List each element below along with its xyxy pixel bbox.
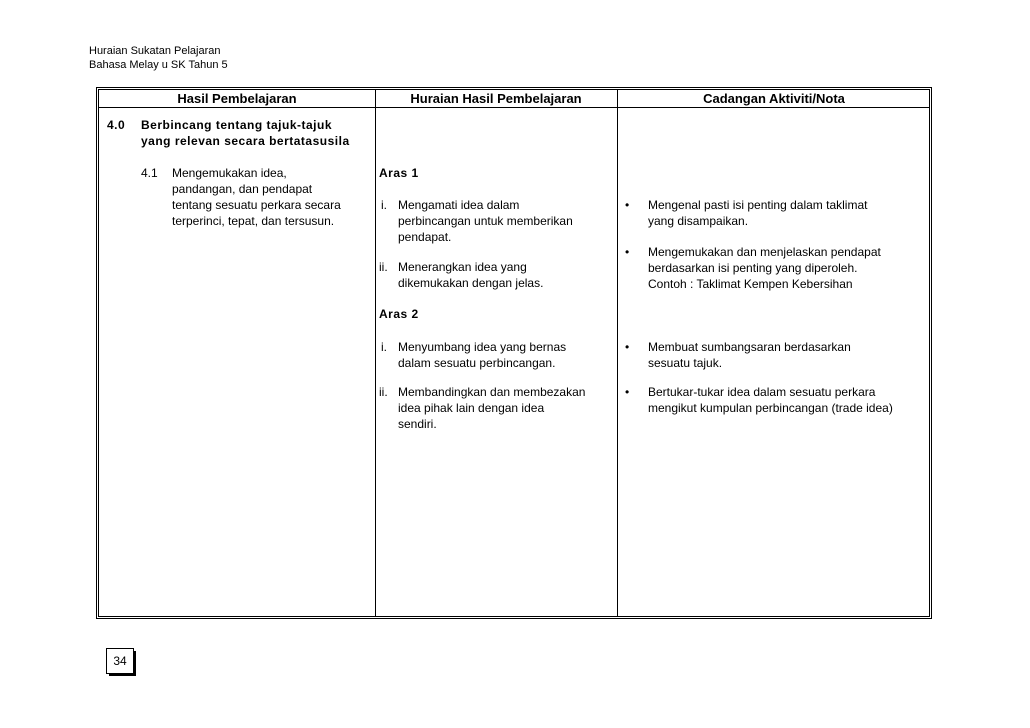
- activity-line: Bertukar-tukar idea dalam sesuatu perkara: [648, 385, 876, 399]
- header-row-divider: [99, 107, 929, 108]
- topic-number: 4.0: [107, 118, 126, 132]
- bullet-icon: •: [625, 198, 630, 212]
- aras2-item-line: Membandingkan dan membezakan: [398, 385, 586, 399]
- column-divider-1: [375, 90, 376, 616]
- page-number-box: [106, 648, 134, 674]
- aras2-item-marker: i.: [381, 340, 387, 354]
- subtopic-line: tentang sesuatu perkara secara: [172, 198, 341, 212]
- aras2-item-line: dalam sesuatu perbincangan.: [398, 356, 556, 370]
- page-number-shadow: [109, 651, 136, 676]
- column-divider-2: [617, 90, 618, 616]
- bullet-icon: •: [625, 340, 630, 354]
- activity-line: mengikut kumpulan perbincangan (trade idea): [648, 401, 893, 415]
- aras2-item-line: idea pihak lain dengan idea: [398, 401, 545, 415]
- aras2-item-line: Menyumbang idea yang bernas: [398, 340, 567, 354]
- topic-title-line: Berbincang tentang tajuk-tajuk: [141, 118, 333, 132]
- aras1-item-line: perbincangan untuk memberikan: [398, 214, 573, 228]
- column-header-huraian: Huraian Hasil Pembelajaran: [410, 91, 582, 106]
- aras1-heading: Aras 1: [379, 166, 419, 180]
- activity-line: sesuatu tajuk.: [648, 356, 723, 370]
- aras1-item-marker: i.: [381, 198, 387, 212]
- subtopic-line: pandangan, dan pendapat: [172, 182, 313, 196]
- column-header-hasil: Hasil Pembelajaran: [177, 91, 297, 106]
- aras1-item-line: pendapat.: [398, 230, 452, 244]
- aras2-item-line: sendiri.: [398, 417, 437, 431]
- document-header-title: Huraian Sukatan Pelajaran: [89, 45, 221, 57]
- aras1-item-line: dikemukakan dengan jelas.: [398, 276, 544, 290]
- topic-title-line: yang relevan secara bertatasusila: [141, 134, 350, 148]
- activity-line: yang disampaikan.: [648, 214, 749, 228]
- column-header-cadangan: Cadangan Aktiviti/Nota: [703, 91, 845, 106]
- activity-line: berdasarkan isi penting yang diperoleh.: [648, 261, 858, 275]
- aras2-item-marker: ii.: [379, 385, 388, 399]
- page-number: 34: [113, 654, 127, 668]
- subtopic-line: terperinci, tepat, dan tersusun.: [172, 214, 335, 228]
- activity-line: Mengemukakan dan menjelaskan pendapat: [648, 245, 881, 259]
- bullet-icon: •: [625, 245, 630, 259]
- document-header-subtitle: Bahasa Melay u SK Tahun 5: [89, 59, 228, 71]
- activity-line: Membuat sumbangsaran berdasarkan: [648, 340, 851, 354]
- syllabus-table: [98, 89, 930, 617]
- bullet-icon: •: [625, 385, 630, 399]
- activity-line: Mengenal pasti isi penting dalam taklimat: [648, 198, 868, 212]
- subtopic-line: Mengemukakan idea,: [172, 166, 287, 180]
- activity-line: Contoh : Taklimat Kempen Kebersihan: [648, 277, 853, 291]
- aras1-item-line: Mengamati idea dalam: [398, 198, 520, 212]
- subtopic-number: 4.1: [141, 166, 158, 180]
- aras1-item-marker: ii.: [379, 260, 388, 274]
- aras2-heading: Aras 2: [379, 307, 419, 321]
- aras1-item-line: Menerangkan idea yang: [398, 260, 527, 274]
